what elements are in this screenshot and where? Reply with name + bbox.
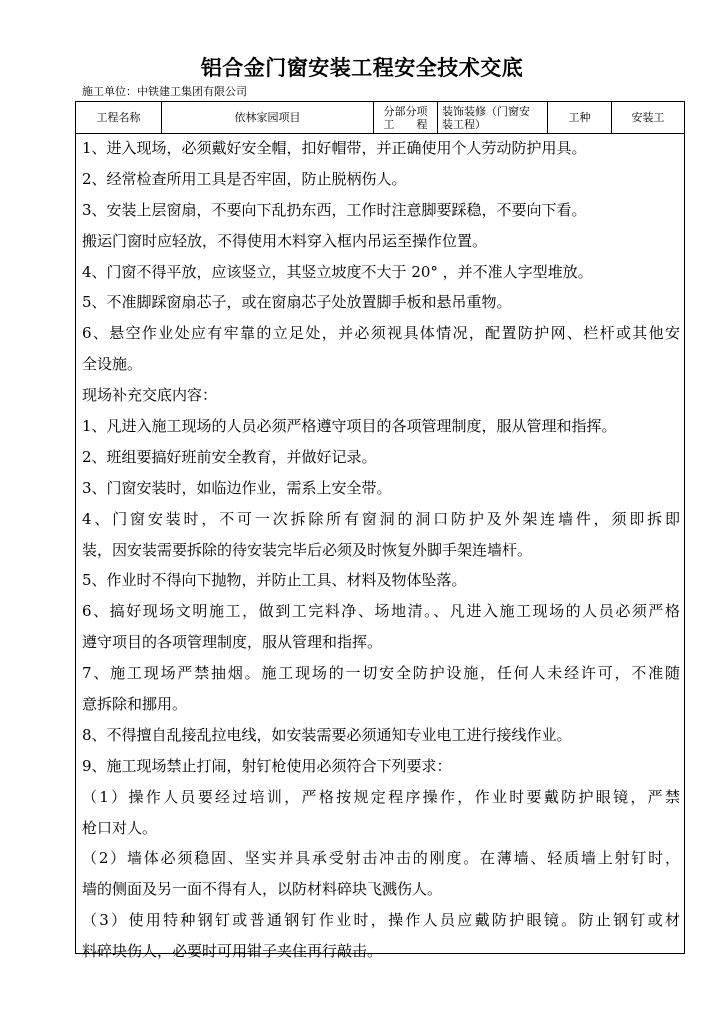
content-line: 5、作业时不得向下抛物，并防止工具、材料及物体坠落。 bbox=[82, 571, 467, 590]
document-title: 铝合金门窗安装工程安全技术交底 bbox=[200, 56, 524, 80]
content-line: 现场补充交底内容： bbox=[82, 386, 218, 405]
content-line: 9、施工现场禁止打闹，射钉枪使用必须符合下列要求： bbox=[82, 756, 452, 775]
content-line: 6、搞好现场文明施工，做到工完料净、场地清。、凡进入施工现场的人员必须严格 bbox=[82, 602, 680, 621]
content-line: 1、进入现场，必须戴好安全帽，扣好帽带，并正确使用个人劳动防护用具。 bbox=[82, 139, 587, 157]
content-line: 7、施工现场严禁抽烟。施工现场的一切安全防护设施，任何人未经许可，不准随 bbox=[82, 664, 680, 683]
content-line: 意拆除和挪用。 bbox=[82, 695, 188, 714]
sub-project-label bbox=[374, 102, 438, 133]
content-line: （2）墙体必须稳固、坚实并具承受射击冲击的刚度。在薄墙、轻质墙上射钉时， bbox=[82, 849, 680, 868]
sub-project-value-line-1: 装饰装修（门窗安 bbox=[442, 104, 530, 118]
disclosure-table bbox=[75, 101, 685, 961]
content-line: 8、不得擅自乱接乱拉电线，如安装需要必须通知专业电工进行接线作业。 bbox=[82, 725, 572, 744]
content-line: 搬运门窗时应轻放，不得使用木料穿入框内吊运至操作位置。 bbox=[82, 231, 488, 250]
content-line: （1）操作人员要经过培训，严格按规定程序操作，作业时要戴防护眼镜，严禁 bbox=[82, 787, 680, 806]
content-line: 全设施。 bbox=[82, 355, 143, 374]
content-line: 枪口对人。 bbox=[82, 818, 158, 837]
disclosure-content bbox=[82, 133, 680, 967]
content-line: 料碎块伤人，必要时可用钳子夹住再行敲击。 bbox=[82, 942, 383, 961]
content-line: 3、安装上层窗扇，不要向下乱扔东西，工作时注意脚要踩稳，不要向下看。 bbox=[82, 200, 587, 219]
content-line: 4、门窗安装时，不可一次拆除所有窗洞的洞口防护及外架连墙件，须即拆即 bbox=[82, 509, 680, 528]
content-line: 2、班组要搞好班前安全教育，并做好记录。 bbox=[82, 447, 377, 466]
project-name-label: 工程名称 bbox=[76, 102, 162, 133]
sub-project-label-line-2: 工 程 bbox=[383, 117, 428, 131]
content-line: 2、经常检查所用工具是否牢固，防止脱柄伤人。 bbox=[82, 169, 407, 188]
content-line: 4、门窗不得平放，应该竖立，其竖立坡度不大于 20° ，并不准人字型堆放。 bbox=[82, 262, 593, 281]
sub-project-value bbox=[438, 102, 548, 133]
content-line: （3）使用特种钢钉或普通钢钉作业时，操作人员应戴防护眼镜。防止钢钉或材 bbox=[82, 911, 680, 930]
content-line: 装，因安装需要拆除的待安装完毕后必须及时恢复外脚手架连墙杆。 bbox=[82, 540, 533, 559]
content-line: 遵守项目的各项管理制度，服从管理和指挥。 bbox=[82, 633, 383, 652]
content-line: 5、不准脚踩窗扇芯子，或在窗扇芯子处放置脚手板和悬吊重物。 bbox=[82, 293, 512, 312]
table-header-row bbox=[76, 102, 684, 134]
content-line: 墙的侧面及另一面不得有人，以防材料碎块飞溅伤人。 bbox=[82, 880, 443, 899]
trade-value: 安装工 bbox=[631, 111, 665, 124]
trade-label: 工种 bbox=[548, 102, 612, 133]
sub-project-value-line-2: 装工程） bbox=[442, 117, 486, 131]
content-line: 6、悬空作业处应有牢靠的立足处，并必须视具体情况，配置防护网、栏杆或其他安 bbox=[82, 324, 680, 343]
content-line: 1、凡进入施工现场的人员必须严格遵守项目的各项管理制度，服从管理和指挥。 bbox=[82, 417, 617, 436]
content-line: 3、门窗安装时，如临边作业，需系上安全带。 bbox=[82, 478, 392, 497]
construction-unit: 施工单位：中铁建工集团有限公司 bbox=[82, 85, 247, 98]
sub-project-label-line-1: 分部分项 bbox=[383, 104, 428, 118]
project-name-value: 依林家园项目 bbox=[162, 102, 374, 133]
